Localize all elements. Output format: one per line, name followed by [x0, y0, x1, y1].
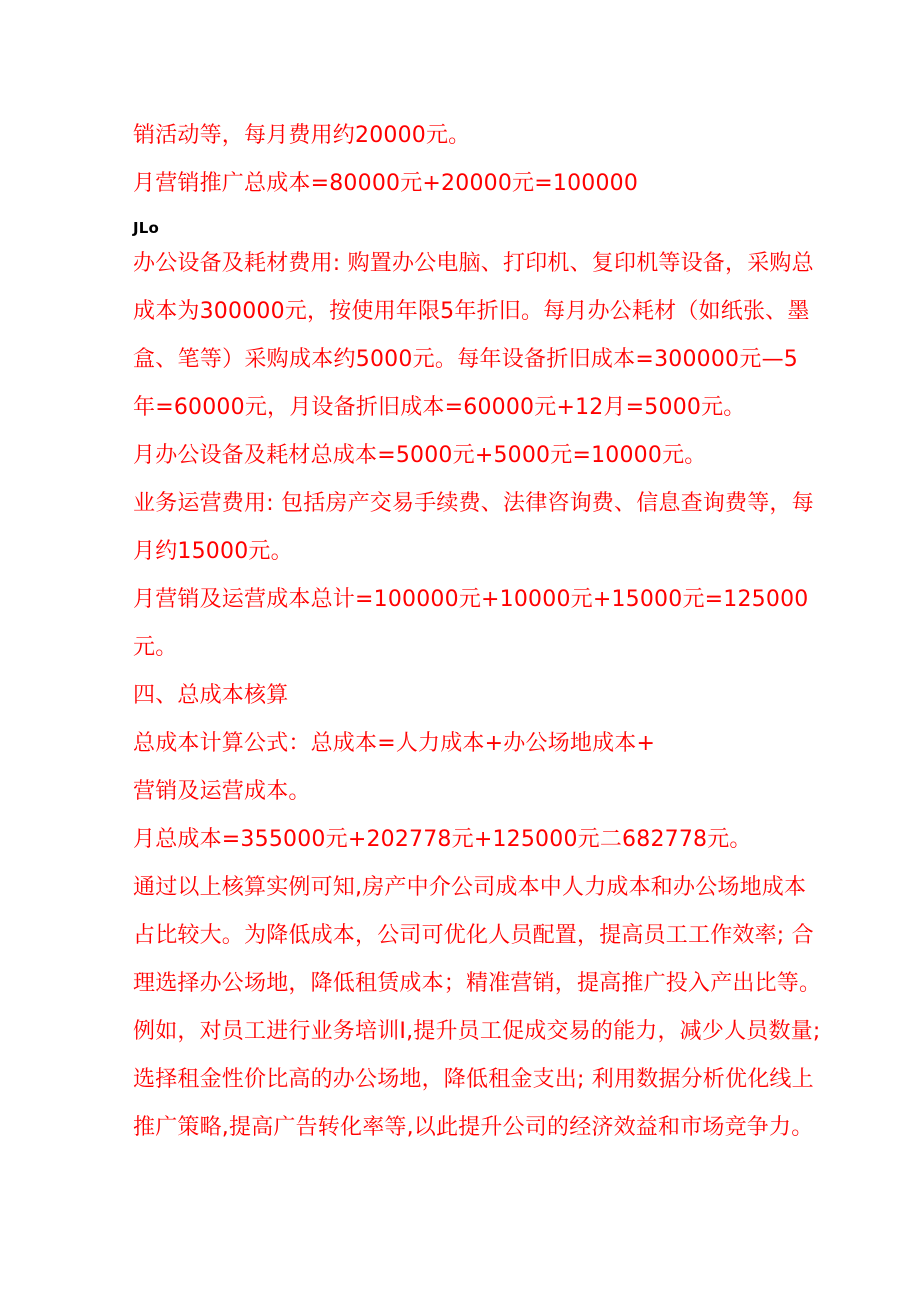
text-line-conclusion-1: 通过以上核算实例可知,房产中介公司成本中人力成本和办公场地成本: [133, 875, 807, 900]
document-body: [133, 112, 822, 1152]
text-line-office-equipment-total: 月办公设备及耗材总成本=5000元+5000元=10000元。: [133, 443, 707, 468]
text-line-conclusion-4: 例如，对员工进行业务培训I,提升员工促成交易的能力，减少人员数量;: [133, 1019, 821, 1044]
text-line-monthly-total-cost: 月总成本=355000元+202778元+125000元二682778元。: [133, 827, 752, 852]
text-line-conclusion-3: 理选择办公场地，降低租赁成本；精准营销，提高推广投入产出比等。: [133, 971, 822, 996]
text-line-operations-1: 业务运营费用: 包括房产交易手续费、法律咨询费、信息查询费等，每: [133, 491, 814, 516]
text-line-formula-2: 营销及运营成本。: [133, 779, 311, 804]
text-line-office-equipment-3: 盒、笔等）采购成本约5000元。每年设备折旧成本=300000元—5: [133, 347, 798, 372]
text-line-office-equipment-1: 办公设备及耗材费用: 购置办公电脑、打印机、复印机等设备，采购总: [133, 251, 814, 276]
text-line-formula-1: 总成本计算公式：总成本=人力成本+办公场地成本+: [133, 731, 656, 756]
text-line-monthly-marketing-total: 月营销推广总成本=80000元+20000元=100000: [133, 171, 639, 196]
text-line-conclusion-5: 选择租金性价比高的办公场地，降低租金支出; 利用数据分析优化线上: [133, 1067, 814, 1092]
text-line-office-equipment-4: 年=60000元，月设备折旧成本=60000元+12月=5000元。: [133, 395, 746, 420]
text-line-marketing-operations-total-2: 元。: [133, 635, 178, 660]
text-line-marketing-activities: 销活动等，每月费用约20000元。: [133, 123, 471, 148]
section-heading-total-cost: 四、总成本核算: [133, 683, 289, 708]
text-line-marketing-operations-total-1: 月营销及运营成本总计=100000元+10000元+15000元=125000: [133, 587, 809, 612]
text-line-conclusion-2: 占比较大。为降低成本，公司可优化人员配置，提高员工工作效率; 合: [133, 923, 814, 948]
text-line-office-equipment-2: 成本为300000元，按使用年限5年折旧。每月办公耗材（如纸张、墨: [133, 299, 810, 324]
text-line-conclusion-6: 推广策略,提高广告转化率等,以此提升公司的经济效益和市场竞争力。: [133, 1115, 814, 1140]
text-line-operations-2: 月约15000元。: [133, 539, 293, 564]
text-line-artifact: JLo: [133, 219, 160, 237]
